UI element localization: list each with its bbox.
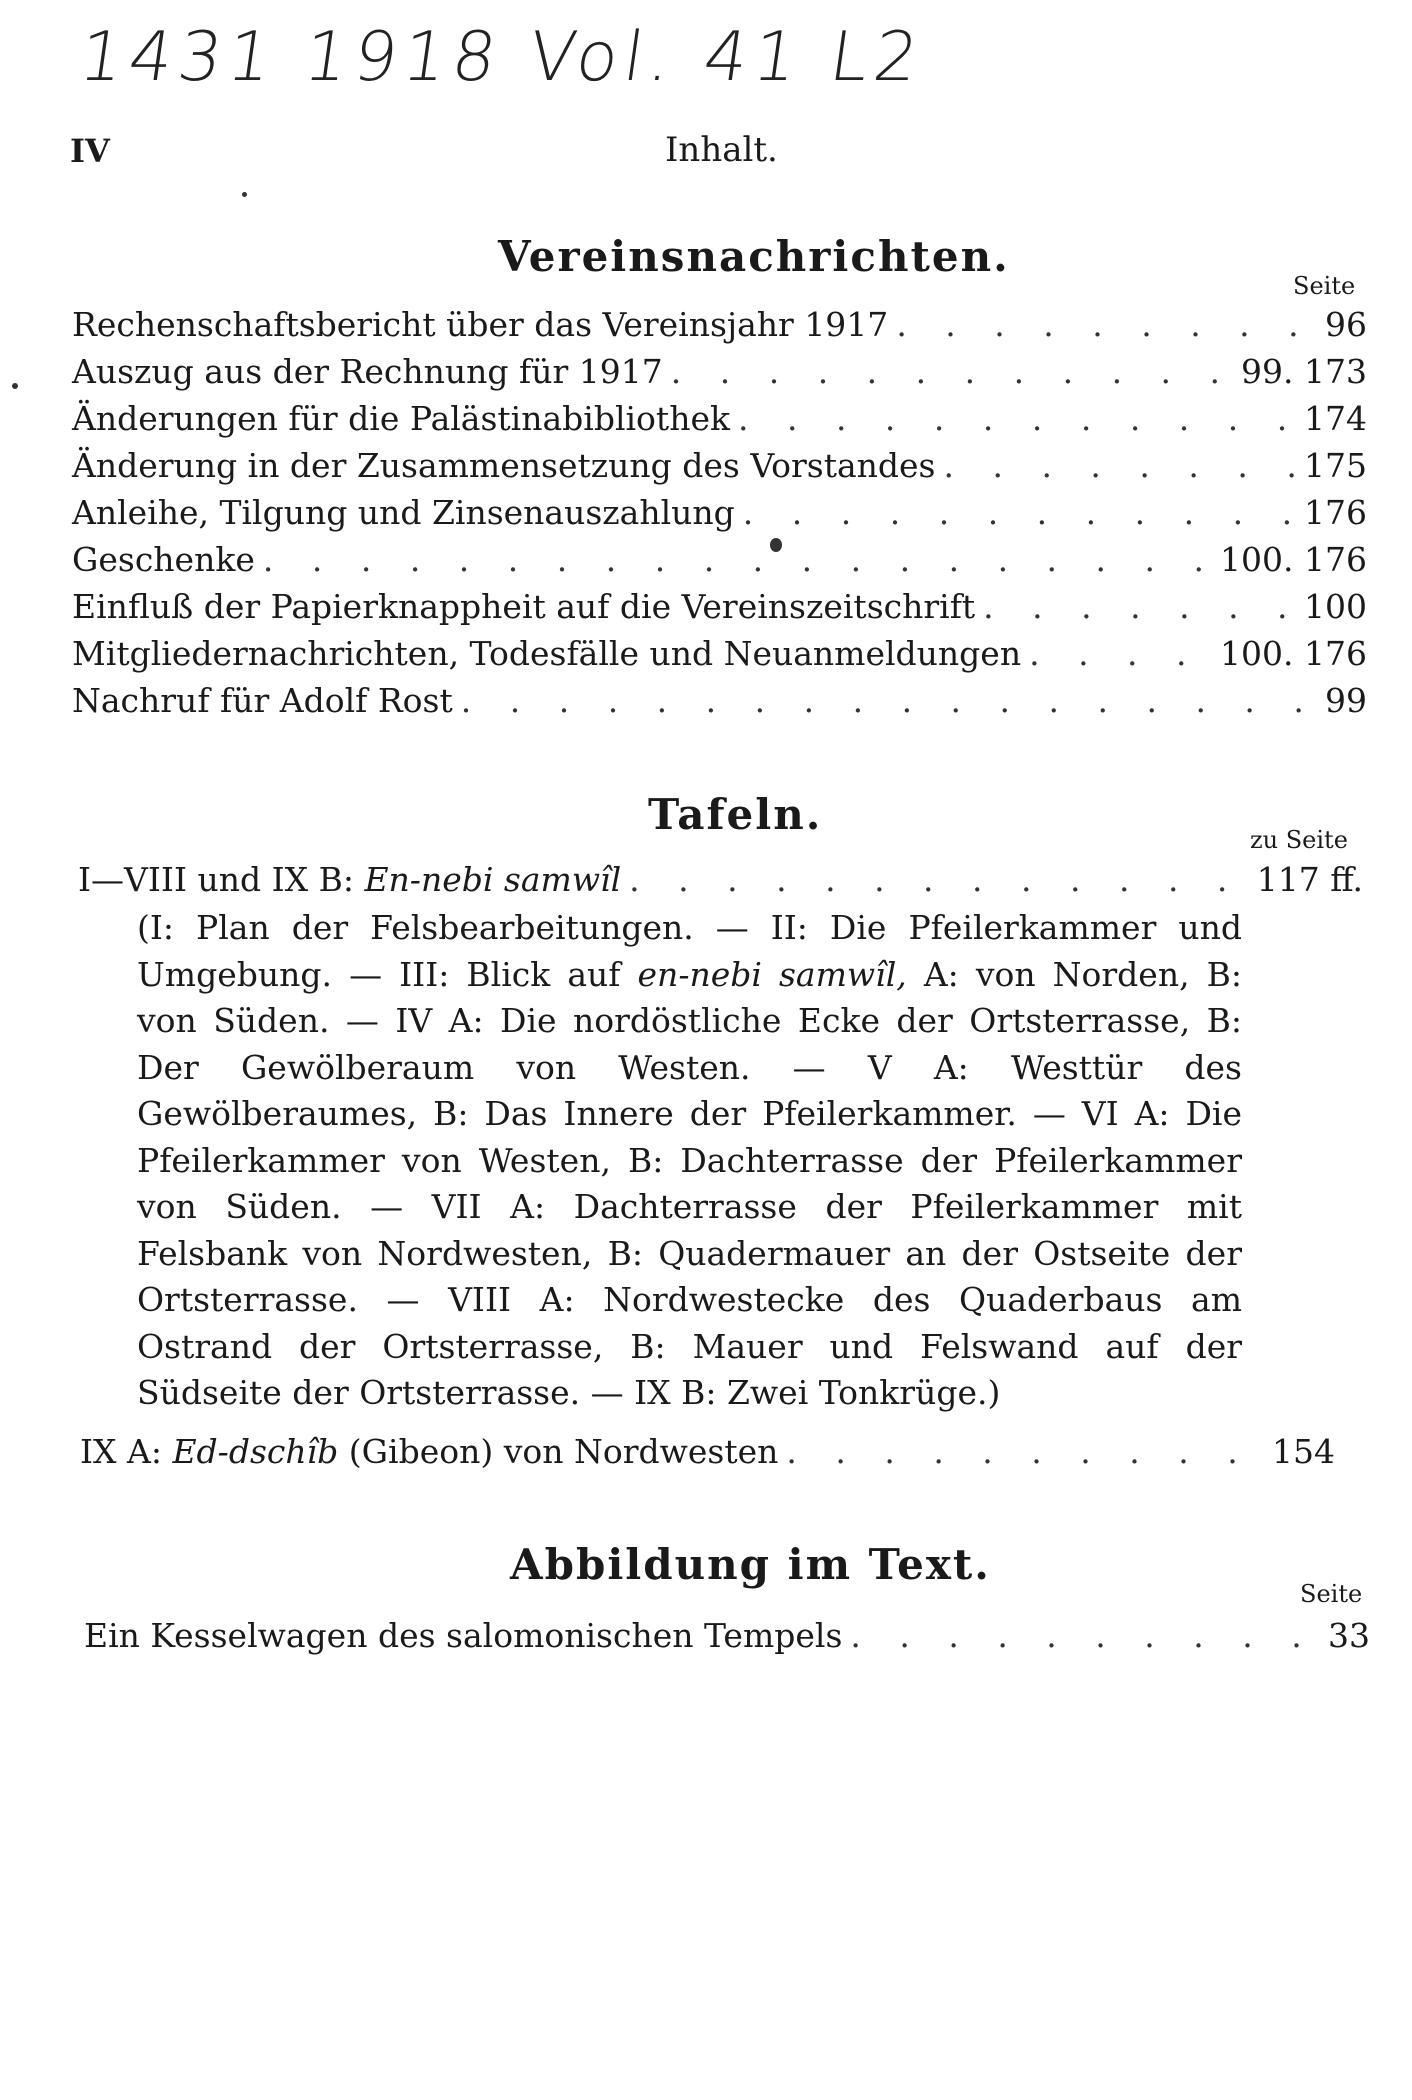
toc-entry-label: Geschenke (72, 540, 255, 579)
toc-entry (72, 305, 1367, 352)
toc-entry-page: 99. 173 (1241, 352, 1367, 391)
toc-entry (72, 634, 1367, 681)
column-head-zu-seite: zu Seite (1250, 826, 1348, 854)
toc-entry-label: IX A: Ed-dschîb (Gibeon) von Nordwesten (80, 1432, 779, 1471)
leader-dots (850, 1616, 1320, 1655)
toc-abbildung (84, 1616, 1370, 1663)
toc-entry-label: I—VIII und IX B: En-nebi samwîl (78, 860, 622, 899)
column-head-seite: Seite (1293, 272, 1356, 300)
section-title-tafeln: Tafeln. (648, 790, 823, 839)
toc-entry-page: 99 (1325, 681, 1367, 720)
toc-entry-page: 175 (1304, 446, 1367, 485)
toc-entry-page: 100. 176 (1220, 540, 1367, 579)
toc-entry (72, 587, 1367, 634)
toc-entry-page: 33 (1328, 1616, 1370, 1655)
toc-entry-label: Mitgliedernachrichten, Todesfälle und Neuanmeldungen (72, 634, 1022, 673)
toc-entry (72, 540, 1367, 587)
toc-entry (72, 493, 1367, 540)
leader-dots (983, 587, 1296, 626)
toc-entry-label: Änderung in der Zusammensetzung des Vorstandes (72, 446, 936, 485)
stray-mark (770, 538, 782, 552)
handwritten-shelfmark: 1431 1918 Vol. 41 L2 (74, 18, 930, 97)
toc-entry-label: Ein Kesselwagen des salomonischen Tempels (84, 1616, 843, 1655)
leader-dots (671, 352, 1233, 391)
toc-entry-page: 154 (1272, 1432, 1335, 1471)
leader-dots (461, 681, 1317, 720)
leader-dots (896, 305, 1317, 344)
toc-entry (78, 860, 1363, 907)
toc-entry-page: 100. 176 (1220, 634, 1367, 673)
toc-entry-label: Einfluß der Papierknappheit auf die Vereinszeitschrift (72, 587, 976, 626)
leader-dots (263, 540, 1212, 579)
section-title-vereinsnachrichten: Vereinsnachrichten. (498, 232, 1010, 281)
running-head: Inhalt. (665, 130, 778, 170)
page-number: IV (70, 132, 110, 170)
leader-dots (629, 860, 1249, 899)
toc-tafeln-2 (80, 1432, 1335, 1479)
toc-entry (72, 399, 1367, 446)
leader-dots (743, 493, 1296, 532)
stray-mark (242, 192, 247, 197)
leader-dots (943, 446, 1296, 485)
column-head-seite-2: Seite (1300, 1580, 1363, 1608)
toc-tafeln (78, 860, 1363, 907)
toc-entry-label: Rechenschaftsbericht über das Vereinsjahr 1917 (72, 305, 889, 344)
toc-entry-label: Auszug aus der Rechnung für 1917 (72, 352, 663, 391)
section-title-abbildung: Abbildung im Text. (510, 1540, 991, 1589)
toc-entry-page: 117 ff. (1256, 860, 1363, 899)
toc-entry (72, 446, 1367, 493)
toc-entry-page: 96 (1325, 305, 1367, 344)
toc-entry-label: Anleihe, Tilgung und Zinsenauszahlung (72, 493, 735, 532)
toc-entry-page: 100 (1304, 587, 1367, 626)
toc-vereinsnachrichten (72, 305, 1367, 728)
toc-entry-label: Nachruf für Adolf Rost (72, 681, 453, 720)
leader-dots (786, 1432, 1264, 1471)
stray-mark (12, 383, 18, 389)
toc-entry (72, 681, 1367, 728)
toc-entry-label: Änderungen für die Palästinabibliothek (72, 399, 730, 438)
toc-entry-page: 176 (1304, 493, 1367, 532)
leader-dots (1029, 634, 1212, 673)
plates-description: (I: Plan der Felsbearbeitungen. — II: Die Pfeilerkammer und Umgebung. — III: Blick auf en-nebi samwîl, A: von Norden, B: von Süden. — IV A: Die nordöstliche Ecke der Ortsterrasse, B: Der Gewölberaum von Westen. — V A: Westtür des Gewölberaumes, B: Das Innere der Pfeilerkammer. — VI A: Die Pfeilerkammer von Westen, B: Dachterrasse der Pfeilerkammer von Süden. — VII A: Dachterrasse der Pfeilerkammer mit Felsbank von Nordwesten, B: Quadermauer an der Ostseite der Ortsterrasse. — VIII A: Nordwestecke des Quaderbaus am Ostrand der Ortsterrasse, B: Mauer und Felswand auf der Südseite der Ortsterrasse. — IX B: Zwei Tonkrüge.) (137, 908, 1242, 1412)
toc-entry (80, 1432, 1335, 1479)
leader-dots (738, 399, 1296, 438)
toc-entry (84, 1616, 1370, 1663)
toc-entry (72, 352, 1367, 399)
toc-entry-page: 174 (1304, 399, 1367, 438)
